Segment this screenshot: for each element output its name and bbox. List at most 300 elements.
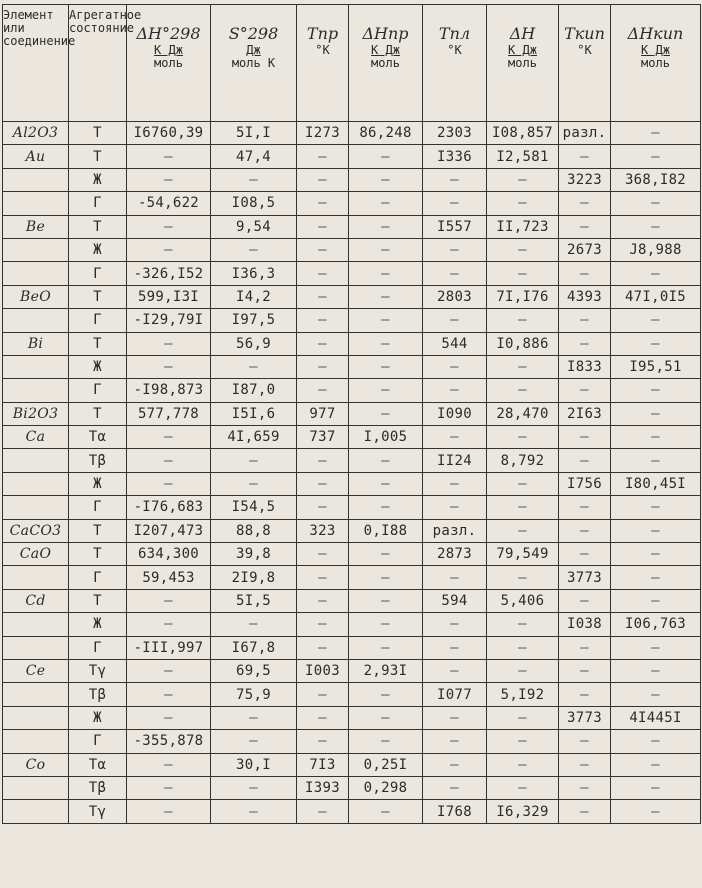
melting-temp-cell: 594 (423, 589, 487, 612)
table-row (3, 285, 701, 308)
header-boiling-temp-symbol: Tкип (564, 24, 605, 43)
entropy-cell: – (211, 776, 297, 799)
table-row (3, 543, 701, 566)
melting-temp-cell: 2873 (423, 543, 487, 566)
boiling-temp-cell: – (559, 730, 611, 753)
element-cell: Cd (3, 589, 69, 612)
state-cell: Г (69, 262, 127, 285)
boiling-enthalpy-cell: – (611, 449, 701, 472)
table-row (3, 355, 701, 378)
header-melting-enthalpy-unit (487, 44, 558, 70)
melting-temp-cell: – (423, 706, 487, 729)
element-cell (3, 730, 69, 753)
unit-num: К Дж (154, 43, 183, 57)
boiling-enthalpy-cell: – (611, 543, 701, 566)
boiling-temp-cell: – (559, 379, 611, 402)
boiling-temp-cell: – (559, 145, 611, 168)
transition-temp-cell: – (297, 262, 349, 285)
enthalpy-cell: – (127, 706, 211, 729)
melting-enthalpy-cell: – (487, 706, 559, 729)
enthalpy-cell: – (127, 753, 211, 776)
boiling-temp-cell: I756 (559, 472, 611, 495)
melting-enthalpy-cell: – (487, 519, 559, 542)
melting-temp-cell: – (423, 636, 487, 659)
transition-temp-cell: – (297, 730, 349, 753)
boiling-enthalpy-cell: 4I445I (611, 706, 701, 729)
element-cell (3, 776, 69, 799)
transition-temp-cell: – (297, 636, 349, 659)
enthalpy-cell: -54,622 (127, 192, 211, 215)
boiling-temp-cell: – (559, 800, 611, 823)
entropy-cell: – (211, 449, 297, 472)
table-row (3, 589, 701, 612)
table-body (3, 122, 701, 824)
boiling-temp-cell: 2I63 (559, 402, 611, 425)
boiling-temp-cell: – (559, 332, 611, 355)
element-cell: Au (3, 145, 69, 168)
table-row (3, 636, 701, 659)
boiling-temp-cell: – (559, 215, 611, 238)
boiling-enthalpy-cell: J8,988 (611, 238, 701, 261)
entropy-cell: – (211, 800, 297, 823)
boiling-enthalpy-cell: I80,45I (611, 472, 701, 495)
transition-enthalpy-cell: – (349, 496, 423, 519)
melting-temp-cell: I557 (423, 215, 487, 238)
entropy-cell: 4I,659 (211, 426, 297, 449)
melting-temp-cell: 544 (423, 332, 487, 355)
boiling-enthalpy-cell: I06,763 (611, 613, 701, 636)
enthalpy-cell: – (127, 800, 211, 823)
state-cell: Тγ (69, 800, 127, 823)
transition-enthalpy-cell: – (349, 332, 423, 355)
table-row (3, 262, 701, 285)
transition-temp-cell: – (297, 589, 349, 612)
header-melting-enthalpy-symbol: ΔH (509, 24, 536, 43)
element-cell: Bi (3, 332, 69, 355)
boiling-enthalpy-cell: I95,51 (611, 355, 701, 378)
table-row (3, 496, 701, 519)
enthalpy-cell: 634,300 (127, 543, 211, 566)
enthalpy-cell: – (127, 168, 211, 191)
transition-temp-cell: – (297, 192, 349, 215)
header-enthalpy (127, 5, 211, 122)
state-cell: Г (69, 496, 127, 519)
boiling-enthalpy-cell: – (611, 262, 701, 285)
melting-temp-cell: I336 (423, 145, 487, 168)
transition-enthalpy-cell: 0,25I (349, 753, 423, 776)
melting-enthalpy-cell: I6,329 (487, 800, 559, 823)
enthalpy-cell: – (127, 355, 211, 378)
boiling-enthalpy-cell: – (611, 379, 701, 402)
melting-enthalpy-cell: 7I,I76 (487, 285, 559, 308)
state-cell: Ж (69, 355, 127, 378)
melting-temp-cell: II24 (423, 449, 487, 472)
element-cell: Co (3, 753, 69, 776)
transition-enthalpy-cell: – (349, 589, 423, 612)
entropy-cell: I36,3 (211, 262, 297, 285)
element-cell (3, 472, 69, 495)
entropy-cell: – (211, 472, 297, 495)
transition-temp-cell: – (297, 683, 349, 706)
table-row (3, 449, 701, 472)
boiling-temp-cell: – (559, 683, 611, 706)
enthalpy-cell: – (127, 426, 211, 449)
transition-enthalpy-cell: I,005 (349, 426, 423, 449)
unit-num: К Дж (371, 43, 400, 57)
boiling-temp-cell: – (559, 309, 611, 332)
melting-enthalpy-cell: 5,406 (487, 589, 559, 612)
header-state: Агрегатное состояние (69, 5, 127, 122)
unit-den: моль (508, 56, 537, 70)
melting-temp-cell: – (423, 730, 487, 753)
melting-enthalpy-cell: – (487, 636, 559, 659)
table-row (3, 472, 701, 495)
transition-enthalpy-cell: 0,298 (349, 776, 423, 799)
boiling-temp-cell: – (559, 636, 611, 659)
melting-enthalpy-cell: – (487, 426, 559, 449)
melting-temp-cell: – (423, 238, 487, 261)
enthalpy-cell: -I29,79I (127, 309, 211, 332)
table-row (3, 730, 701, 753)
table-row (3, 800, 701, 823)
melting-enthalpy-cell: – (487, 168, 559, 191)
boiling-temp-cell: – (559, 426, 611, 449)
header-transition-enthalpy-unit (349, 44, 422, 70)
entropy-cell: – (211, 613, 297, 636)
element-cell (3, 636, 69, 659)
header-entropy-unit (211, 44, 296, 70)
transition-enthalpy-cell: – (349, 145, 423, 168)
entropy-cell: – (211, 706, 297, 729)
melting-enthalpy-cell: 28,470 (487, 402, 559, 425)
transition-temp-cell: I393 (297, 776, 349, 799)
table-row (3, 168, 701, 191)
state-cell: Г (69, 192, 127, 215)
header-transition-temp-unit: °K (315, 43, 330, 57)
melting-enthalpy-cell: – (487, 659, 559, 682)
state-cell: Ж (69, 613, 127, 636)
enthalpy-cell: – (127, 613, 211, 636)
transition-enthalpy-cell: – (349, 262, 423, 285)
boiling-temp-cell: – (559, 262, 611, 285)
header-melting-temp-unit: °K (447, 43, 462, 57)
header-enthalpy-symbol: ΔH°298 (136, 24, 201, 43)
melting-temp-cell: I090 (423, 402, 487, 425)
table-row (3, 309, 701, 332)
transition-temp-cell: 7I3 (297, 753, 349, 776)
table-row (3, 659, 701, 682)
enthalpy-cell: – (127, 659, 211, 682)
boiling-temp-cell: – (559, 543, 611, 566)
melting-enthalpy-cell: 5,I92 (487, 683, 559, 706)
boiling-enthalpy-cell: – (611, 776, 701, 799)
boiling-enthalpy-cell: – (611, 753, 701, 776)
melting-enthalpy-cell: 8,792 (487, 449, 559, 472)
entropy-cell: I97,5 (211, 309, 297, 332)
transition-enthalpy-cell: – (349, 800, 423, 823)
transition-enthalpy-cell: – (349, 192, 423, 215)
transition-enthalpy-cell: – (349, 683, 423, 706)
enthalpy-cell: – (127, 683, 211, 706)
element-cell (3, 309, 69, 332)
enthalpy-cell: – (127, 238, 211, 261)
element-cell: Ce (3, 659, 69, 682)
enthalpy-cell: -355,878 (127, 730, 211, 753)
boiling-temp-cell: – (559, 519, 611, 542)
table-row (3, 122, 701, 145)
boiling-temp-cell: 3773 (559, 706, 611, 729)
header-melting-temp (423, 5, 487, 122)
transition-temp-cell: – (297, 215, 349, 238)
melting-enthalpy-cell: – (487, 753, 559, 776)
entropy-cell: I5I,6 (211, 402, 297, 425)
boiling-temp-cell: – (559, 192, 611, 215)
header-entropy (211, 5, 297, 122)
header-boiling-enthalpy-unit (611, 44, 700, 70)
melting-temp-cell: 2303 (423, 122, 487, 145)
boiling-enthalpy-cell: – (611, 659, 701, 682)
melting-temp-cell: – (423, 309, 487, 332)
boiling-temp-cell: – (559, 753, 611, 776)
unit-den: моль (641, 56, 670, 70)
transition-temp-cell: – (297, 379, 349, 402)
state-cell: Ж (69, 238, 127, 261)
melting-enthalpy-cell: – (487, 472, 559, 495)
entropy-cell: I67,8 (211, 636, 297, 659)
melting-enthalpy-cell: – (487, 776, 559, 799)
boiling-enthalpy-cell: 368,I82 (611, 168, 701, 191)
transition-enthalpy-cell: – (349, 309, 423, 332)
melting-temp-cell: I077 (423, 683, 487, 706)
boiling-temp-cell: – (559, 776, 611, 799)
element-cell: Al2O3 (3, 122, 69, 145)
boiling-temp-cell: – (559, 589, 611, 612)
melting-enthalpy-cell: – (487, 613, 559, 636)
entropy-cell: 75,9 (211, 683, 297, 706)
table-row (3, 706, 701, 729)
boiling-temp-cell: – (559, 496, 611, 519)
unit-den: моль К (231, 56, 276, 70)
element-cell (3, 379, 69, 402)
melting-enthalpy-cell: – (487, 496, 559, 519)
melting-enthalpy-cell: I08,857 (487, 122, 559, 145)
boiling-enthalpy-cell: – (611, 215, 701, 238)
melting-temp-cell: – (423, 613, 487, 636)
state-cell: Ж (69, 706, 127, 729)
boiling-enthalpy-cell: – (611, 683, 701, 706)
transition-temp-cell: – (297, 145, 349, 168)
melting-enthalpy-cell: – (487, 379, 559, 402)
state-cell: Т (69, 215, 127, 238)
entropy-cell: 2I9,8 (211, 566, 297, 589)
transition-temp-cell: – (297, 285, 349, 308)
boiling-temp-cell: 2673 (559, 238, 611, 261)
transition-temp-cell: 737 (297, 426, 349, 449)
entropy-cell: 47,4 (211, 145, 297, 168)
transition-enthalpy-cell: – (349, 168, 423, 191)
table-row (3, 753, 701, 776)
enthalpy-cell: – (127, 589, 211, 612)
enthalpy-cell: 577,778 (127, 402, 211, 425)
header-transition-enthalpy-symbol: ΔHпр (362, 24, 409, 43)
transition-enthalpy-cell: 86,248 (349, 122, 423, 145)
boiling-enthalpy-cell: – (611, 402, 701, 425)
element-cell (3, 566, 69, 589)
transition-temp-cell: – (297, 332, 349, 355)
melting-temp-cell: – (423, 192, 487, 215)
melting-temp-cell: – (423, 496, 487, 519)
transition-temp-cell: – (297, 238, 349, 261)
boiling-enthalpy-cell: – (611, 122, 701, 145)
melting-enthalpy-cell: – (487, 730, 559, 753)
melting-temp-cell: 2803 (423, 285, 487, 308)
melting-temp-cell: – (423, 659, 487, 682)
entropy-cell: 56,9 (211, 332, 297, 355)
transition-temp-cell: – (297, 355, 349, 378)
state-cell: Г (69, 379, 127, 402)
table-row (3, 379, 701, 402)
state-cell: Тβ (69, 449, 127, 472)
state-cell: Г (69, 730, 127, 753)
boiling-enthalpy-cell: – (611, 519, 701, 542)
header-boiling-temp-unit: °K (577, 43, 592, 57)
enthalpy-cell: -326,I52 (127, 262, 211, 285)
transition-enthalpy-cell: – (349, 379, 423, 402)
entropy-cell: 39,8 (211, 543, 297, 566)
element-cell (3, 449, 69, 472)
element-cell (3, 262, 69, 285)
element-cell (3, 800, 69, 823)
melting-temp-cell: – (423, 776, 487, 799)
transition-enthalpy-cell: – (349, 543, 423, 566)
transition-enthalpy-cell: – (349, 613, 423, 636)
table-row (3, 426, 701, 449)
table-row (3, 215, 701, 238)
entropy-cell: I87,0 (211, 379, 297, 402)
header-transition-temp (297, 5, 349, 122)
melting-temp-cell: – (423, 472, 487, 495)
state-cell: Т (69, 122, 127, 145)
boiling-enthalpy-cell: – (611, 566, 701, 589)
boiling-enthalpy-cell: – (611, 309, 701, 332)
enthalpy-cell: – (127, 332, 211, 355)
state-cell: Тγ (69, 659, 127, 682)
boiling-temp-cell: 3223 (559, 168, 611, 191)
melting-temp-cell: – (423, 426, 487, 449)
state-cell: Т (69, 285, 127, 308)
transition-temp-cell: I003 (297, 659, 349, 682)
enthalpy-cell: I6760,39 (127, 122, 211, 145)
header-entropy-symbol: S°298 (228, 24, 279, 43)
state-cell: Тβ (69, 776, 127, 799)
element-cell: Bi2O3 (3, 402, 69, 425)
table-row (3, 402, 701, 425)
table-row (3, 192, 701, 215)
header-boiling-enthalpy (611, 5, 701, 122)
transition-temp-cell: 977 (297, 402, 349, 425)
transition-temp-cell: – (297, 543, 349, 566)
transition-enthalpy-cell: – (349, 402, 423, 425)
transition-enthalpy-cell: – (349, 285, 423, 308)
boiling-enthalpy-cell: – (611, 192, 701, 215)
element-cell (3, 192, 69, 215)
boiling-enthalpy-cell: – (611, 589, 701, 612)
unit-den: моль (154, 56, 183, 70)
entropy-cell: – (211, 168, 297, 191)
transition-temp-cell: – (297, 168, 349, 191)
boiling-enthalpy-cell: 47I,0I5 (611, 285, 701, 308)
transition-temp-cell: – (297, 449, 349, 472)
element-cell (3, 496, 69, 519)
transition-enthalpy-cell: 0,I88 (349, 519, 423, 542)
boiling-enthalpy-cell: – (611, 145, 701, 168)
table-row (3, 238, 701, 261)
transition-temp-cell: – (297, 496, 349, 519)
header-boiling-temp (559, 5, 611, 122)
boiling-enthalpy-cell: – (611, 636, 701, 659)
element-cell: CaO (3, 543, 69, 566)
boiling-temp-cell: 4393 (559, 285, 611, 308)
table-row (3, 683, 701, 706)
melting-temp-cell: – (423, 566, 487, 589)
state-cell: Т (69, 519, 127, 542)
melting-temp-cell: – (423, 355, 487, 378)
table-row (3, 776, 701, 799)
element-cell: Be (3, 215, 69, 238)
melting-temp-cell: I768 (423, 800, 487, 823)
melting-temp-cell: – (423, 753, 487, 776)
state-cell: Т (69, 543, 127, 566)
state-cell: Тα (69, 426, 127, 449)
entropy-cell: – (211, 238, 297, 261)
melting-enthalpy-cell: – (487, 262, 559, 285)
melting-enthalpy-cell: – (487, 355, 559, 378)
melting-enthalpy-cell: – (487, 192, 559, 215)
state-cell: Т (69, 589, 127, 612)
header-melting-temp-symbol: Tпл (438, 24, 471, 43)
state-cell: Т (69, 145, 127, 168)
header-enthalpy-unit (127, 44, 210, 70)
element-cell (3, 706, 69, 729)
transition-temp-cell: 323 (297, 519, 349, 542)
boiling-temp-cell: I038 (559, 613, 611, 636)
transition-enthalpy-cell: – (349, 449, 423, 472)
boiling-enthalpy-cell: – (611, 332, 701, 355)
state-cell: Г (69, 636, 127, 659)
entropy-cell: I54,5 (211, 496, 297, 519)
melting-temp-cell: – (423, 262, 487, 285)
unit-num: К Дж (508, 43, 537, 57)
state-cell: Т (69, 332, 127, 355)
entropy-cell: 69,5 (211, 659, 297, 682)
enthalpy-cell: -I76,683 (127, 496, 211, 519)
entropy-cell: – (211, 355, 297, 378)
transition-enthalpy-cell: – (349, 472, 423, 495)
state-cell: Г (69, 309, 127, 332)
boiling-enthalpy-cell: – (611, 426, 701, 449)
melting-enthalpy-cell: – (487, 309, 559, 332)
boiling-temp-cell: – (559, 659, 611, 682)
unit-num: Дж (246, 43, 261, 57)
transition-temp-cell: – (297, 800, 349, 823)
enthalpy-cell: -III,997 (127, 636, 211, 659)
thermodynamic-data-table (2, 4, 701, 824)
boiling-enthalpy-cell: – (611, 730, 701, 753)
melting-temp-cell: – (423, 379, 487, 402)
state-cell: Т (69, 402, 127, 425)
element-cell (3, 613, 69, 636)
entropy-cell: I4,2 (211, 285, 297, 308)
